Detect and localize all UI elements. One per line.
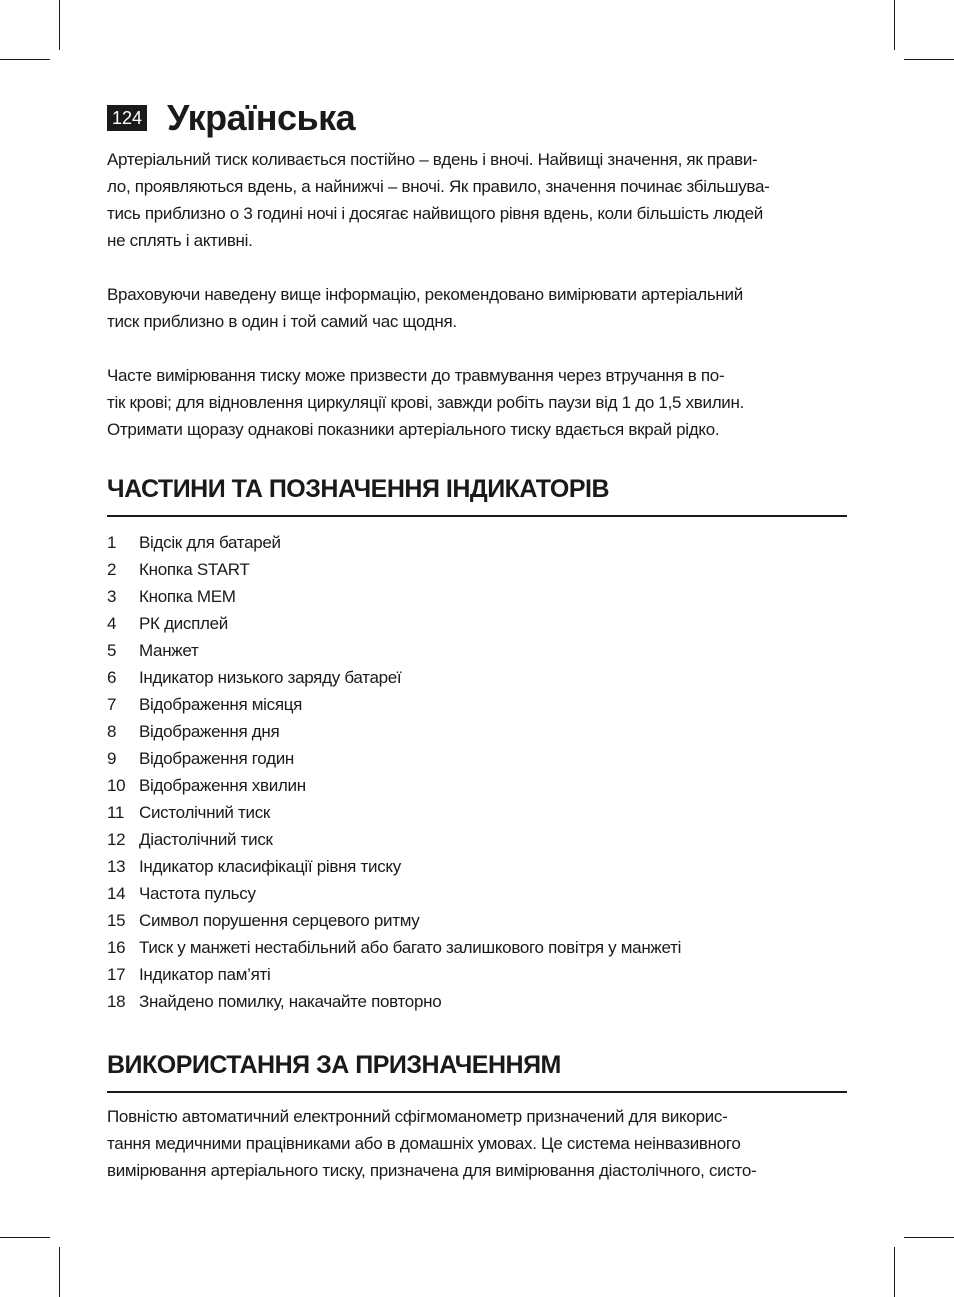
parts-heading: ЧАСТИНИ ТА ПОЗНАЧЕННЯ ІНДИКАТОРІВ [107,473,847,517]
list-item: 12 Діастолічний тиск [107,830,273,849]
list-item: 15 Символ порушення серцевого ритму [107,911,420,930]
page-content [107,96,847,1184]
text-line: тиск приблизно в один і той самий час щодня. [107,312,457,331]
text-line: тік крові; для відновлення циркуляції крові, завжди робіть паузи від 1 до 1,5 хвилин. [107,393,745,412]
list-item: 13 Індикатор класифікації рівня тиску [107,857,401,876]
list-item: 16 Тиск у манжеті нестабільний або багато залишкового повітря у манжеті [107,938,682,957]
crop-mark [0,59,50,60]
list-item: 3 Кнопка MEM [107,587,236,606]
crop-mark [894,0,895,50]
frequent-paragraph [107,362,847,443]
crop-mark [894,1247,895,1297]
list-item: 18 Знайдено помилку, накачайте повторно [107,992,442,1011]
text-line: Отримати щоразу однакові показники артеріального тиску вдається вкрай рідко. [107,420,720,439]
crop-mark [904,1237,954,1238]
text-line: Часте вимірювання тиску може призвести до травмування через втручання в по- [107,366,725,385]
crop-mark [59,0,60,50]
recommend-paragraph [107,281,847,335]
page-title: Українська [167,97,356,138]
list-item: 4 РК дисплей [107,614,228,633]
list-item: 17 Індикатор пам’яті [107,965,271,984]
usage-heading: ВИКОРИСТАННЯ ЗА ПРИЗНАЧЕННЯМ [107,1049,847,1093]
list-item: 11 Систолічний тиск [107,803,271,822]
text-line: Артеріальний тиск коливається постійно – вдень і вночі. Найвищі значення, як прави- [107,150,758,169]
crop-mark [904,59,954,60]
crop-mark [59,1247,60,1297]
text-line: ло, проявляються вдень, а найнижчі – вночі. Як правило, значення починає збільшува- [107,177,770,196]
usage-paragraph [107,1103,847,1184]
text-line: Враховуючи наведену вище інформацію, рекомендовано вимірювати артеріальний [107,285,743,304]
list-item: 7 Відображення місяця [107,695,303,714]
list-item: 8 Відображення дня [107,722,280,741]
text-line: Повністю автоматичний електронний сфігмоманометр призначений для викорис- [107,1107,728,1126]
list-item: 6 Індикатор низького заряду батареї [107,668,402,687]
list-item: 5 Манжет [107,641,199,660]
page-header [107,96,847,140]
text-line: вимірювання артеріального тиску, призначена для вимірювання діастолічного, систо- [107,1161,757,1180]
list-item: 2 Кнопка START [107,560,250,579]
intro-paragraph [107,146,847,254]
parts-list [107,529,847,1015]
crop-mark [0,1237,50,1238]
list-item: 9 Відображення годин [107,749,294,768]
text-line: тання медичними працівниками або в домашніх умовах. Це система неінвазивного [107,1134,741,1153]
text-line: тись приблизно о 3 годині ночі і досягає найвищого рівня вдень, коли більшість людей [107,204,763,223]
text-line: не сплять і активні. [107,231,253,250]
list-item: 1 Відсік для батарей [107,533,281,552]
list-item: 10 Відображення хвилин [107,776,306,795]
list-item: 14 Частота пульсу [107,884,256,903]
page-number: 124 [107,105,147,131]
